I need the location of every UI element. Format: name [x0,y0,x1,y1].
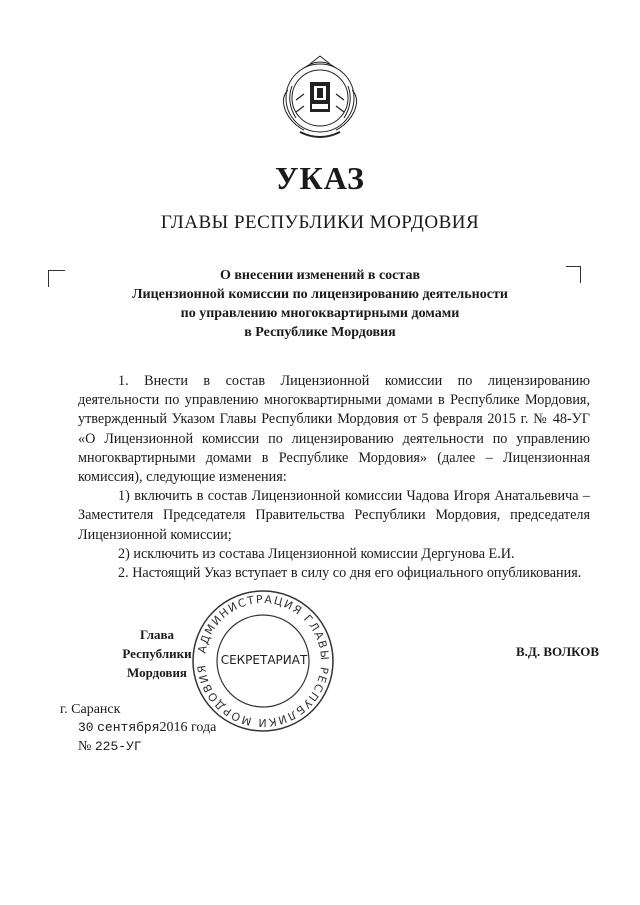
document-body [78,372,590,583]
heading-line: О внесении изменений в состав [219,268,421,283]
body-paragraph: 1) включить в состав Лицензионной комиссии Чадова Игоря Анатальевича – Заместителя Председателя Правительства Республики Мордовия, председателя Лицензионной комиссии; [78,488,590,543]
date-day: 30 [78,720,94,735]
body-paragraph: 1. Внести в состав Лицензионной комиссии по лицензированию деятельности по управлению многоквартирными домами в Республике Мордовия, утвержденный Указом Главы Республики Мордовия от 5 февраля 2015 г. № 48-УГ «О Лицензионной комиссии по лицензированию деятельности по управлению многоквартирными домами в Республике Мордовия» (далее – Лицензионная комиссия), следующие изменения: [78,373,590,486]
corner-bracket-left [48,270,65,287]
coat-of-arms-emblem [274,50,366,142]
document-place: г. Саранск [60,702,121,717]
date-year: 2016 года [159,720,217,735]
signatory-position [92,625,222,682]
body-paragraph: 2. Настоящий Указ вступает в силу со дня его официального опубликования. [118,565,582,582]
heading-line: Лицензионной комиссии по лицензированию деятельности [132,287,508,302]
signatory-name: В.Д. ВОЛКОВ [516,644,600,659]
date-month: сентября [97,720,160,735]
body-paragraph: 2) исключить из состава Лицензионной комиссии Дергунова Е.И. [118,545,515,562]
seal-ring-text: АДМИНИСТРАЦИЯ ГЛАВЫ РЕСПУБЛИКИ МОРДОВИЯ [194,592,332,730]
signatory-position-line: Республики Мордовия [122,646,192,680]
number-value: 225-УГ [94,739,142,754]
signatory-position-line: Глава [139,627,175,642]
document-heading [100,266,540,342]
heading-line: по управлению многоквартирными домами [180,306,460,321]
seal-center-text: СЕКРЕТАРИАТ [220,653,308,667]
document-title: УКАЗ [275,160,365,196]
heading-line: в Республике Мордовия [244,325,396,340]
document-number [78,739,142,755]
document-subtitle: ГЛАВЫ РЕСПУБЛИКИ МОРДОВИЯ [160,212,480,233]
document-date [78,720,216,736]
number-prefix: № [78,739,92,754]
corner-bracket-right [566,266,581,283]
